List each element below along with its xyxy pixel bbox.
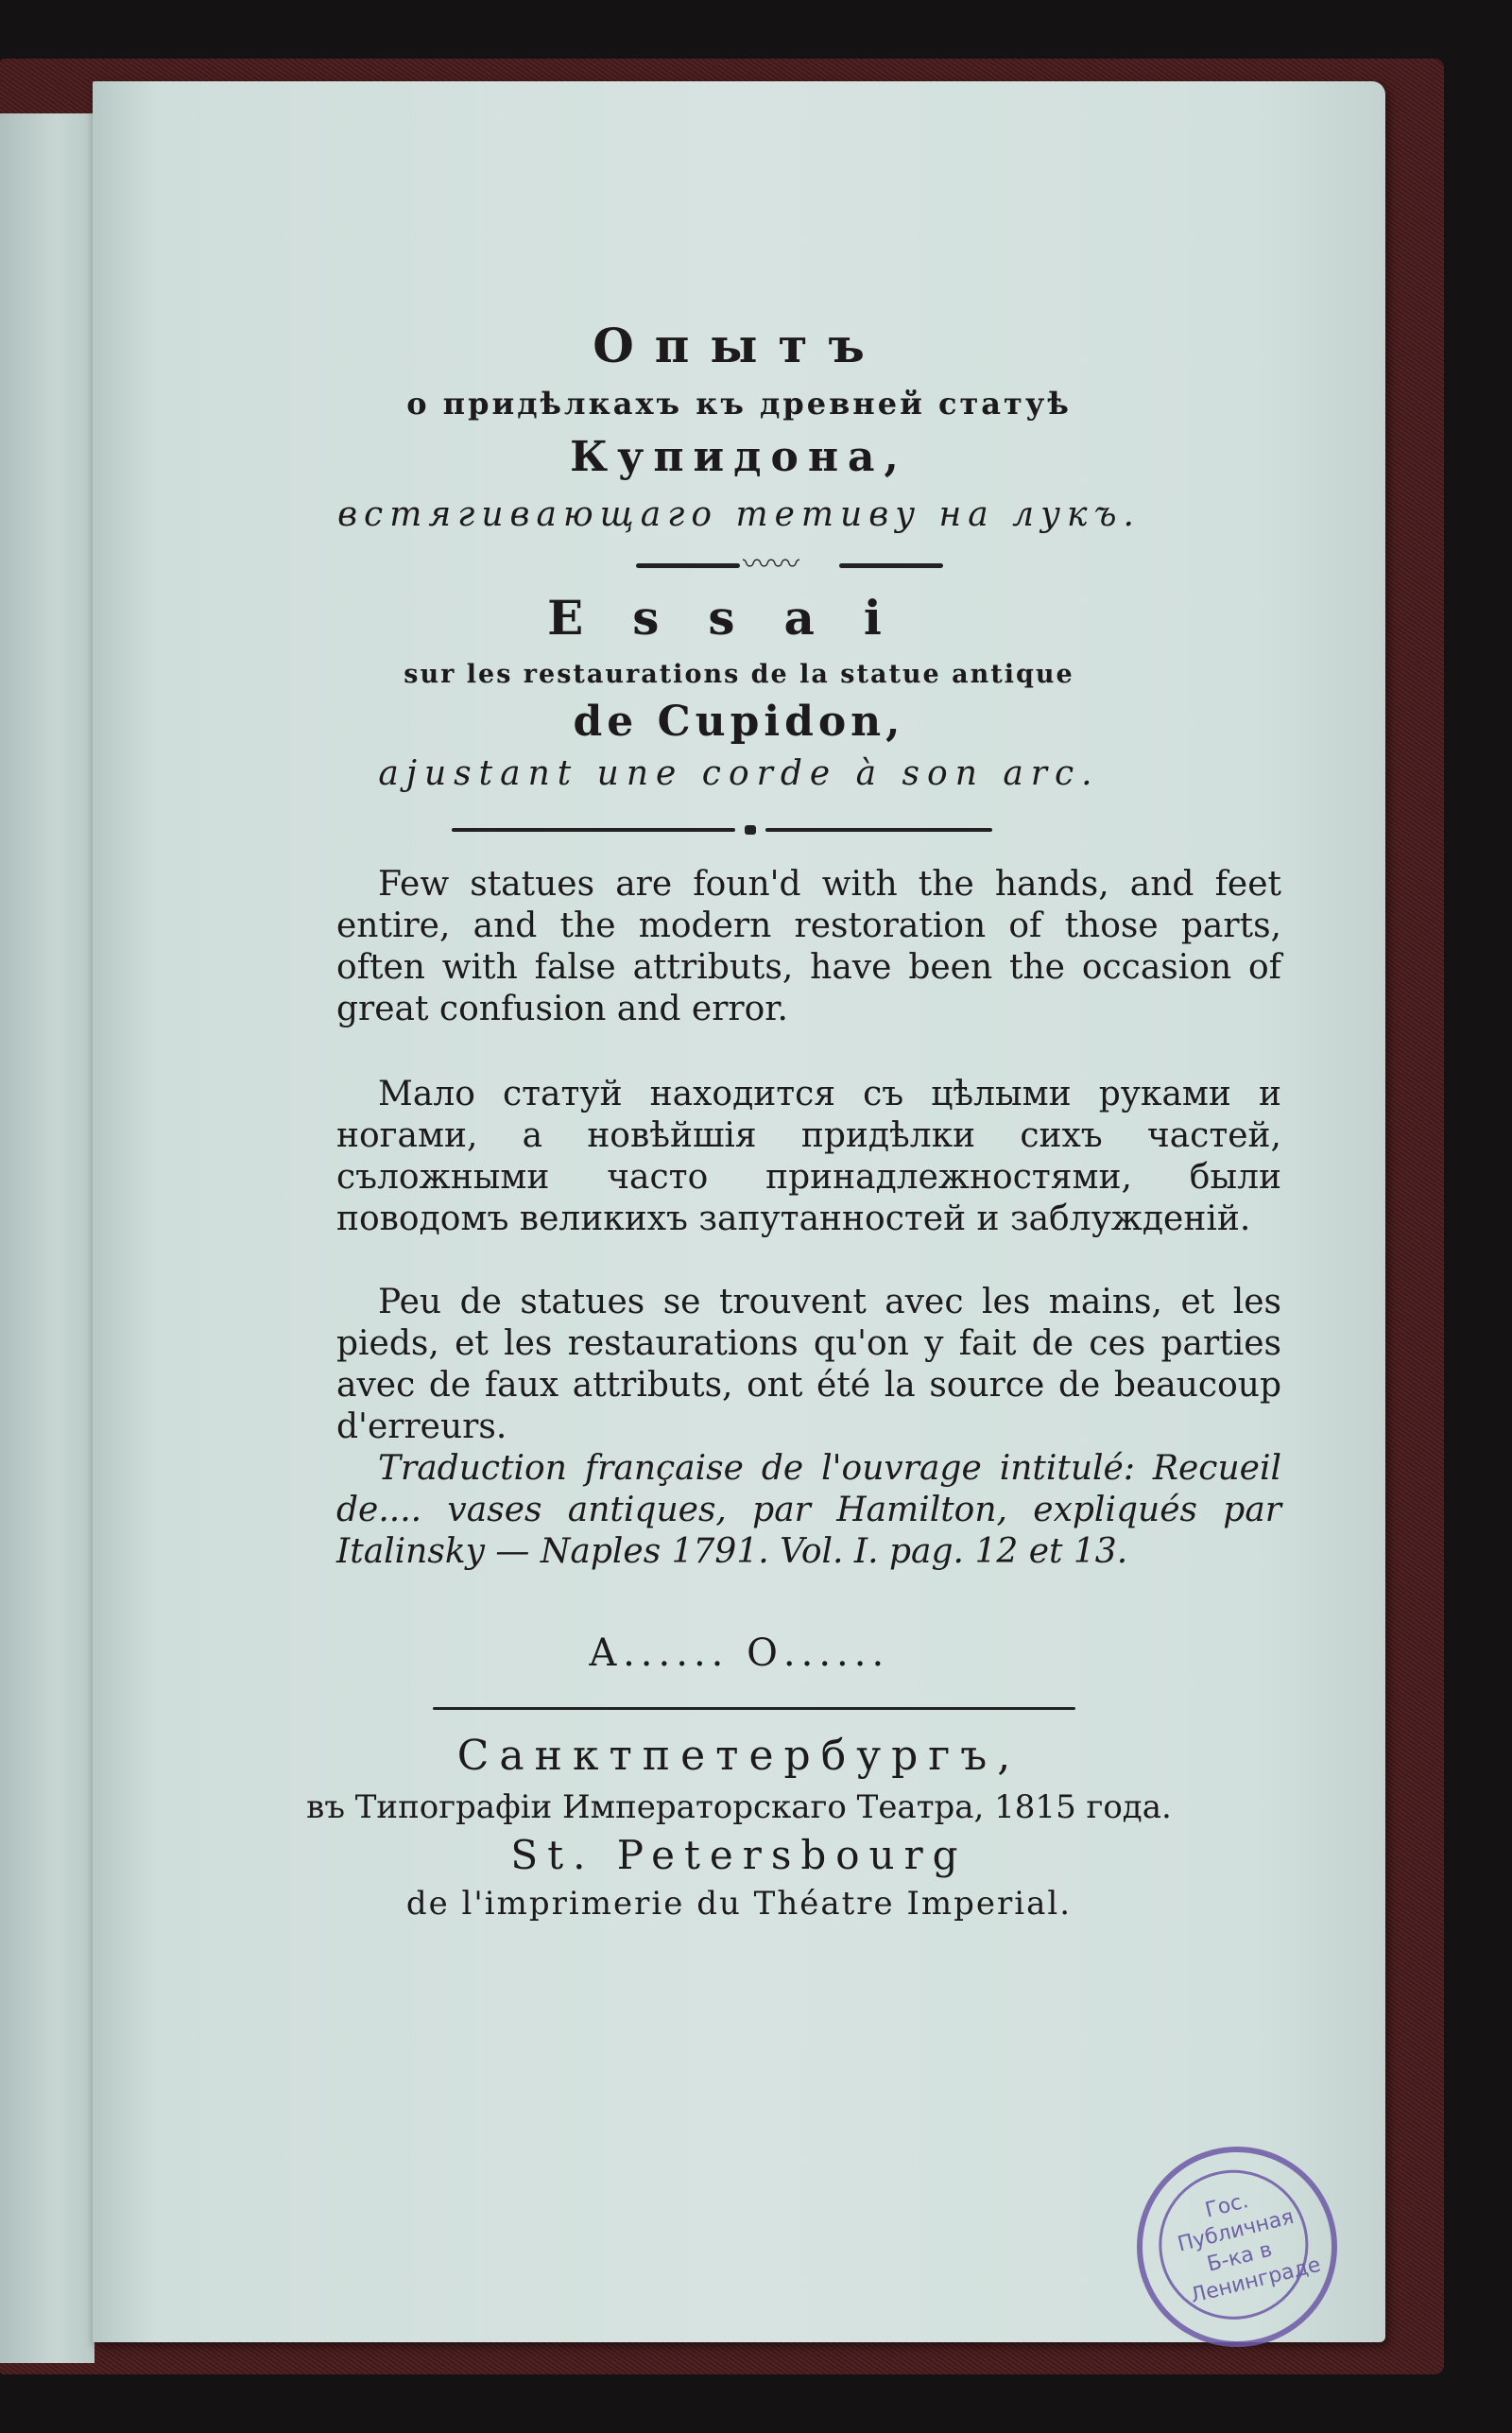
- divider-rule-2-left: [452, 828, 735, 832]
- title-ru-tagline: встягивающаго тетиву на лукъ.: [337, 495, 1141, 534]
- title-fr-essai: Essai: [547, 590, 931, 646]
- title-ru-subtitle: о придѣлкахъ къ древней статуѣ: [406, 386, 1072, 422]
- divider-ornament: 〰〰: [743, 548, 799, 581]
- epigraph-russian: [336, 1074, 1281, 1240]
- library-stamp-text: Гос. Публичная Б-ка в Ленинграде: [1175, 2189, 1324, 2308]
- imprint-press-fr: de l'imprimerie du Théatre Imperial.: [405, 1885, 1073, 1923]
- epigraph-russian-text: Мало статуй находится съ цѣлыми руками и ногами, а новѣйшія придѣлки сихъ частей, съложными часто принадлежностями, были поводомъ великихъ запутанностей и заблужденій.: [336, 1075, 1281, 1238]
- imprint-press-ru: въ Типографіи Императорскаго Театра, 1815 года.: [306, 1788, 1172, 1826]
- imprint-city-fr: St. Petersbourg: [510, 1832, 968, 1878]
- facing-leaf: [0, 113, 94, 2363]
- imprint-city-ru: Санктпетербургъ,: [456, 1732, 1022, 1780]
- epigraph-french-text: Peu de statues se trouvent avec les mains, et les pieds, et les restaurations qu'on y fait de ces parties avec de faux attributs, ont été la source de beaucoup d'erreurs.: [336, 1283, 1281, 1446]
- epigraph-source: [336, 1448, 1281, 1573]
- title-fr-cupidon: de Cupidon,: [573, 698, 905, 746]
- imprint-rule: [433, 1707, 1075, 1710]
- divider-rule-right: [839, 563, 943, 568]
- title-ru-opyt: Опытъ: [593, 318, 885, 373]
- epigraph-english: [336, 864, 1281, 1030]
- epigraph-source-text: Traduction française de l'ouvrage intitulé: Recueil de.... vases antiques, par Hamilton, expliqués par Italinsky — Naples 1791. Vol. I. pag. 12 et 13.: [336, 1449, 1281, 1571]
- epigraph-french: [336, 1282, 1281, 1448]
- library-stamp: [1116, 2126, 1359, 2369]
- divider-rule-left: [636, 563, 740, 568]
- epigraph-english-text: Few statues are foun'd with the hands, and feet entire, and the modern restoration of those parts, often with false attributs, have been the occasion of great confusion and error.: [336, 865, 1281, 1028]
- title-page: [93, 81, 1385, 2342]
- divider-rule-2-right: [765, 828, 992, 832]
- title-fr-subtitle: sur les restaurations de la statue antique: [404, 660, 1074, 689]
- author-initials: А...... О......: [588, 1631, 890, 1675]
- title-fr-tagline: ajustant une corde à son arc.: [378, 754, 1100, 793]
- divider-dot: [745, 825, 756, 835]
- title-ru-cupid: Купидона,: [570, 433, 908, 481]
